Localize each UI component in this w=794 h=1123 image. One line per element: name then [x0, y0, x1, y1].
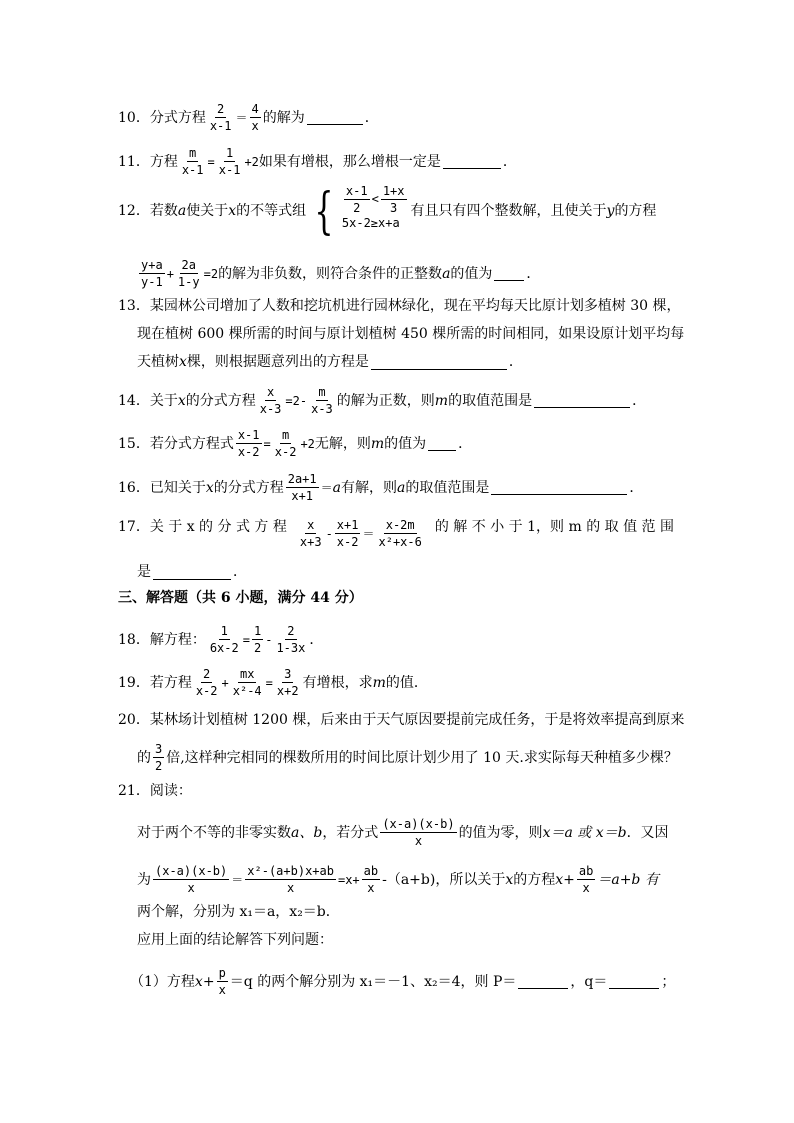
text-span: =2- [285, 393, 308, 408]
text-span: x-2 [237, 445, 260, 459]
text-span: 为 [137, 871, 151, 888]
question-17 [118, 518, 674, 549]
text-span: 2 [287, 624, 295, 638]
question-11 [118, 146, 517, 177]
text-span: 倍,这样种完相同的棵数所用的时间比原计划少用了 10 天.求实际每天种植多少棵？ [166, 749, 678, 766]
text-span: 2a+1 [287, 472, 317, 486]
fraction [258, 385, 284, 416]
answer-blank[interactable] [609, 974, 659, 989]
text-span: x [218, 983, 226, 997]
text-span: 10．分式方程 [118, 109, 206, 126]
question-15 [118, 428, 472, 459]
question-13-line-2 [137, 325, 684, 343]
fraction [176, 258, 202, 289]
fraction [153, 742, 164, 773]
text-span: 1-y [177, 275, 200, 289]
text-span: ． [526, 265, 541, 282]
text-span: x+3 [299, 535, 322, 549]
question-13-line-1 [118, 297, 681, 315]
text-span: ． [632, 392, 647, 409]
text-span: x+1 [291, 489, 314, 503]
text-span: 对于两个不等的非零实数 [137, 824, 291, 841]
text-span: x+2 [276, 684, 299, 698]
fraction [153, 864, 229, 895]
question-13-line-3 [137, 353, 523, 371]
fraction [236, 428, 262, 459]
text-span: 的方程 [513, 871, 556, 888]
text-span: (x-a)(x-b) [382, 817, 455, 831]
answer-blank[interactable] [494, 266, 524, 281]
text-span: 1+x [382, 183, 405, 198]
text-span: 的值为 [384, 435, 427, 452]
answer-blank[interactable] [491, 480, 627, 495]
text-span: y+a [141, 258, 163, 272]
text-span: 2 [203, 667, 211, 681]
fraction [217, 966, 228, 997]
text-span: 1 [225, 146, 234, 160]
text-span: 1-3x [276, 641, 306, 655]
text-span: 13．某园林公司增加了人数和挖坑机进行园林绿化，现在平均每天比原计划多植树 30 棵， [118, 298, 681, 314]
text-span: +2 [244, 154, 259, 169]
text-span: ． [309, 631, 324, 648]
text-span: x²-4 [232, 684, 262, 698]
text-span: ． [364, 109, 379, 126]
text-span: ，q＝ [570, 973, 608, 990]
text-span: x [266, 385, 275, 399]
fraction [208, 624, 241, 655]
text-span: ． [502, 153, 517, 170]
text-span: ＝ [362, 526, 375, 541]
text-span: 2 [253, 641, 262, 655]
text-span: = [242, 632, 250, 647]
text-span: x [251, 119, 259, 133]
text-span: （1）方程 [130, 973, 195, 990]
fraction [380, 817, 456, 848]
text-span: 1 [220, 624, 228, 638]
text-span: ． [629, 479, 644, 496]
text-span: 无解，则 [314, 435, 371, 452]
question-14 [118, 385, 646, 416]
text-span: 4 [251, 102, 259, 116]
text-span: ． [508, 354, 523, 370]
text-span: x-2m [385, 518, 415, 532]
answer-blank[interactable] [307, 110, 363, 125]
text-span: 3 [284, 667, 292, 681]
text-span: y [606, 203, 615, 219]
fraction [275, 667, 301, 698]
text-span: 11．方程 [118, 153, 178, 170]
text-span: a [397, 479, 406, 496]
text-span: 16．已知关于 [118, 479, 206, 496]
text-span: 6x-2 [209, 641, 239, 655]
text-span: 有增根，求 [302, 674, 373, 691]
fraction [245, 864, 336, 895]
question-21-sub-1 [130, 966, 675, 997]
text-span: m [372, 674, 386, 691]
section-title [118, 589, 363, 607]
text-span: x [187, 881, 195, 895]
text-span: 如果有增根，那么增根一定是 [258, 153, 441, 170]
fraction [298, 518, 324, 549]
answer-blank[interactable] [371, 355, 507, 370]
text-span: x-1 [345, 183, 368, 198]
text-span: x-3 [311, 402, 333, 416]
text-span: x [287, 881, 295, 895]
text-span: 5x-2≥x+a [341, 216, 400, 230]
text-span: 的分式方程 [213, 479, 284, 496]
text-span: ＝ [320, 480, 333, 495]
text-span: = [207, 154, 215, 169]
question-20-line-1 [118, 711, 684, 729]
text-span: 21．阅读： [118, 783, 192, 799]
text-span: (x-a)(x-b) [155, 864, 228, 878]
text-span: 的分式方程 [185, 392, 256, 409]
text-span: 2a [181, 258, 196, 272]
question-17-continued [137, 563, 247, 581]
fraction [180, 146, 206, 177]
text-span: x-1 [218, 163, 241, 177]
text-span: ＝q 的两个解分别为 x₁＝－1、x₂＝4，则 P＝ [229, 973, 517, 990]
text-span: x [228, 203, 237, 219]
text-span: p [218, 966, 226, 980]
text-span: x+ [555, 871, 575, 888]
text-span: x+1 [336, 518, 359, 532]
text-span: 的解为非负数，则符合条件的正整数 [218, 265, 443, 282]
fraction [252, 624, 263, 655]
text-span: x-3 [259, 402, 282, 416]
text-span: - [265, 632, 273, 647]
text-span: a [332, 479, 342, 496]
text-span: x-2 [195, 684, 218, 698]
answer-blank[interactable] [443, 154, 501, 169]
answer-blank[interactable] [428, 436, 456, 451]
text-span: y-1 [141, 275, 163, 289]
question-21-para-3 [137, 903, 340, 921]
question-21-para-1 [137, 817, 669, 848]
question-21-para-2 [137, 864, 659, 895]
text-span: mx [239, 667, 255, 681]
text-span: 17．关 于 x 的 分 式 方 程 [118, 519, 287, 535]
text-span: x-1 [181, 163, 204, 177]
text-span: 棵，则根据题意列出的方程是 [186, 354, 369, 370]
question-21-para-4 [137, 931, 333, 949]
text-span: 的值为零，则 [458, 824, 543, 841]
text-span: 的不等式组 [236, 203, 307, 219]
text-span: 天植树 [137, 354, 179, 370]
text-span: a、b [291, 824, 323, 841]
text-span: 的 [137, 749, 151, 766]
fraction [231, 667, 264, 698]
text-span: ，若分式 [322, 824, 379, 841]
text-span: x-1 [209, 119, 232, 133]
text-span: ； [661, 973, 676, 990]
question-16 [118, 472, 643, 503]
text-span: 的值为 [450, 265, 493, 282]
text-span: 三、解答题（共 6 小题，满分 44 分） [118, 590, 363, 606]
text-span: < [371, 192, 379, 206]
text-span: m [318, 385, 326, 399]
question-19 [118, 667, 428, 698]
text-span: x²-(a+b)x+ab [247, 864, 334, 878]
text-span: - [325, 526, 333, 541]
text-span: x-2 [336, 535, 359, 549]
text-span: -（a+b)，所以关于 [382, 871, 506, 888]
text-span: ．又因 [626, 824, 669, 841]
question-18 [118, 624, 323, 655]
text-span: 两个解，分别为 x₁＝a，x₂＝b． [137, 904, 340, 920]
text-span: ． [458, 435, 473, 452]
fraction [577, 864, 595, 895]
text-span: m [189, 146, 197, 160]
text-span: m [434, 392, 449, 409]
question-10 [118, 102, 379, 133]
fraction [208, 102, 234, 133]
text-span: = [265, 675, 273, 690]
text-span: 的解为正数，则 [336, 392, 435, 409]
text-span: 的取值范围是 [405, 479, 490, 496]
text-span: =x+ [337, 872, 360, 887]
text-span: 14．关于 [118, 392, 178, 409]
text-span: 使关于 [186, 203, 229, 219]
fraction [377, 518, 424, 549]
answer-blank[interactable] [153, 565, 231, 580]
text-span: 19．若方程 [118, 674, 192, 691]
text-span: 3 [390, 200, 398, 215]
text-span: 1 [253, 624, 262, 638]
fraction [362, 864, 380, 895]
fraction [139, 258, 165, 289]
text-span: x+ [194, 973, 215, 990]
text-span: x [205, 479, 214, 496]
question-20-line-2 [137, 742, 678, 773]
text-span: = [263, 436, 271, 451]
text-span: 2 [217, 102, 225, 116]
text-span: 是 [137, 564, 151, 580]
text-span: + [221, 675, 229, 690]
text-span: 的 解 不 小 于 1，则 m 的 取 值 范 围 [434, 519, 674, 535]
fraction [309, 385, 335, 416]
text-span: 的方程 [614, 203, 657, 219]
text-span: 2 [155, 759, 163, 773]
fraction [344, 184, 370, 215]
fraction [286, 472, 319, 503]
text-span: 的解为 [262, 109, 305, 126]
text-span: ． [233, 564, 247, 580]
text-span: 12．若数 [118, 203, 178, 219]
text-span: a [177, 203, 187, 219]
text-span: + [166, 266, 174, 281]
text-span: ab [578, 864, 594, 878]
text-span: +2 [300, 436, 315, 451]
inequality-system [308, 182, 408, 240]
fraction [194, 667, 220, 698]
fraction [335, 518, 361, 549]
text-span: x [582, 881, 590, 895]
text-span: 3 [155, 742, 163, 756]
text-span: m [281, 428, 290, 442]
text-span: 15．若分式方程式 [118, 435, 234, 452]
text-span: x-2 [274, 445, 297, 459]
question-12 [118, 182, 657, 240]
text-span: 有解，则 [341, 479, 398, 496]
text-span: x [414, 834, 423, 848]
fraction [217, 146, 243, 177]
fraction [274, 624, 307, 655]
text-span: 现在植树 600 棵所需的时间与原计划植树 450 棵所需的时间相同，如果设原计划平均每 [137, 326, 685, 342]
text-span: x＝a 或 x＝b [542, 824, 627, 841]
text-span: 18．解方程： [118, 631, 206, 648]
text-span: 的值． [385, 674, 428, 691]
text-span: ＝a+b 有 [597, 871, 659, 888]
question-12-continued [137, 258, 540, 289]
answer-blank[interactable] [518, 974, 568, 989]
text-span: 的取值范围是 [448, 392, 533, 409]
text-span: 应用上面的结论解答下列问题： [137, 932, 333, 948]
text-span: m [370, 435, 385, 452]
text-span: x [307, 518, 315, 532]
text-span: ＝ [231, 872, 244, 887]
text-span: x [367, 881, 375, 895]
text-span: x²+x-6 [378, 535, 422, 549]
fraction [250, 102, 261, 133]
text-span: 2 [353, 200, 361, 215]
text-span: a [442, 265, 451, 282]
text-span: x [179, 354, 187, 370]
text-span: ＝ [235, 110, 248, 125]
text-span: 有且只有四个整数解，且使关于 [410, 203, 607, 219]
text-span: x [505, 871, 514, 888]
text-span: =2 [203, 266, 219, 281]
question-21-title [118, 782, 192, 800]
fraction [273, 428, 299, 459]
text-span: 20．某林场计划植树 1200 棵，后来由于天气原因要提前完成任务，于是将效率提高到原来 [118, 712, 685, 728]
text-span: x [177, 392, 186, 409]
text-span: x-1 [237, 428, 260, 442]
left-brace-icon: { [314, 182, 334, 240]
text-span: ab [363, 864, 379, 878]
answer-blank[interactable] [534, 393, 630, 408]
fraction [381, 184, 407, 215]
